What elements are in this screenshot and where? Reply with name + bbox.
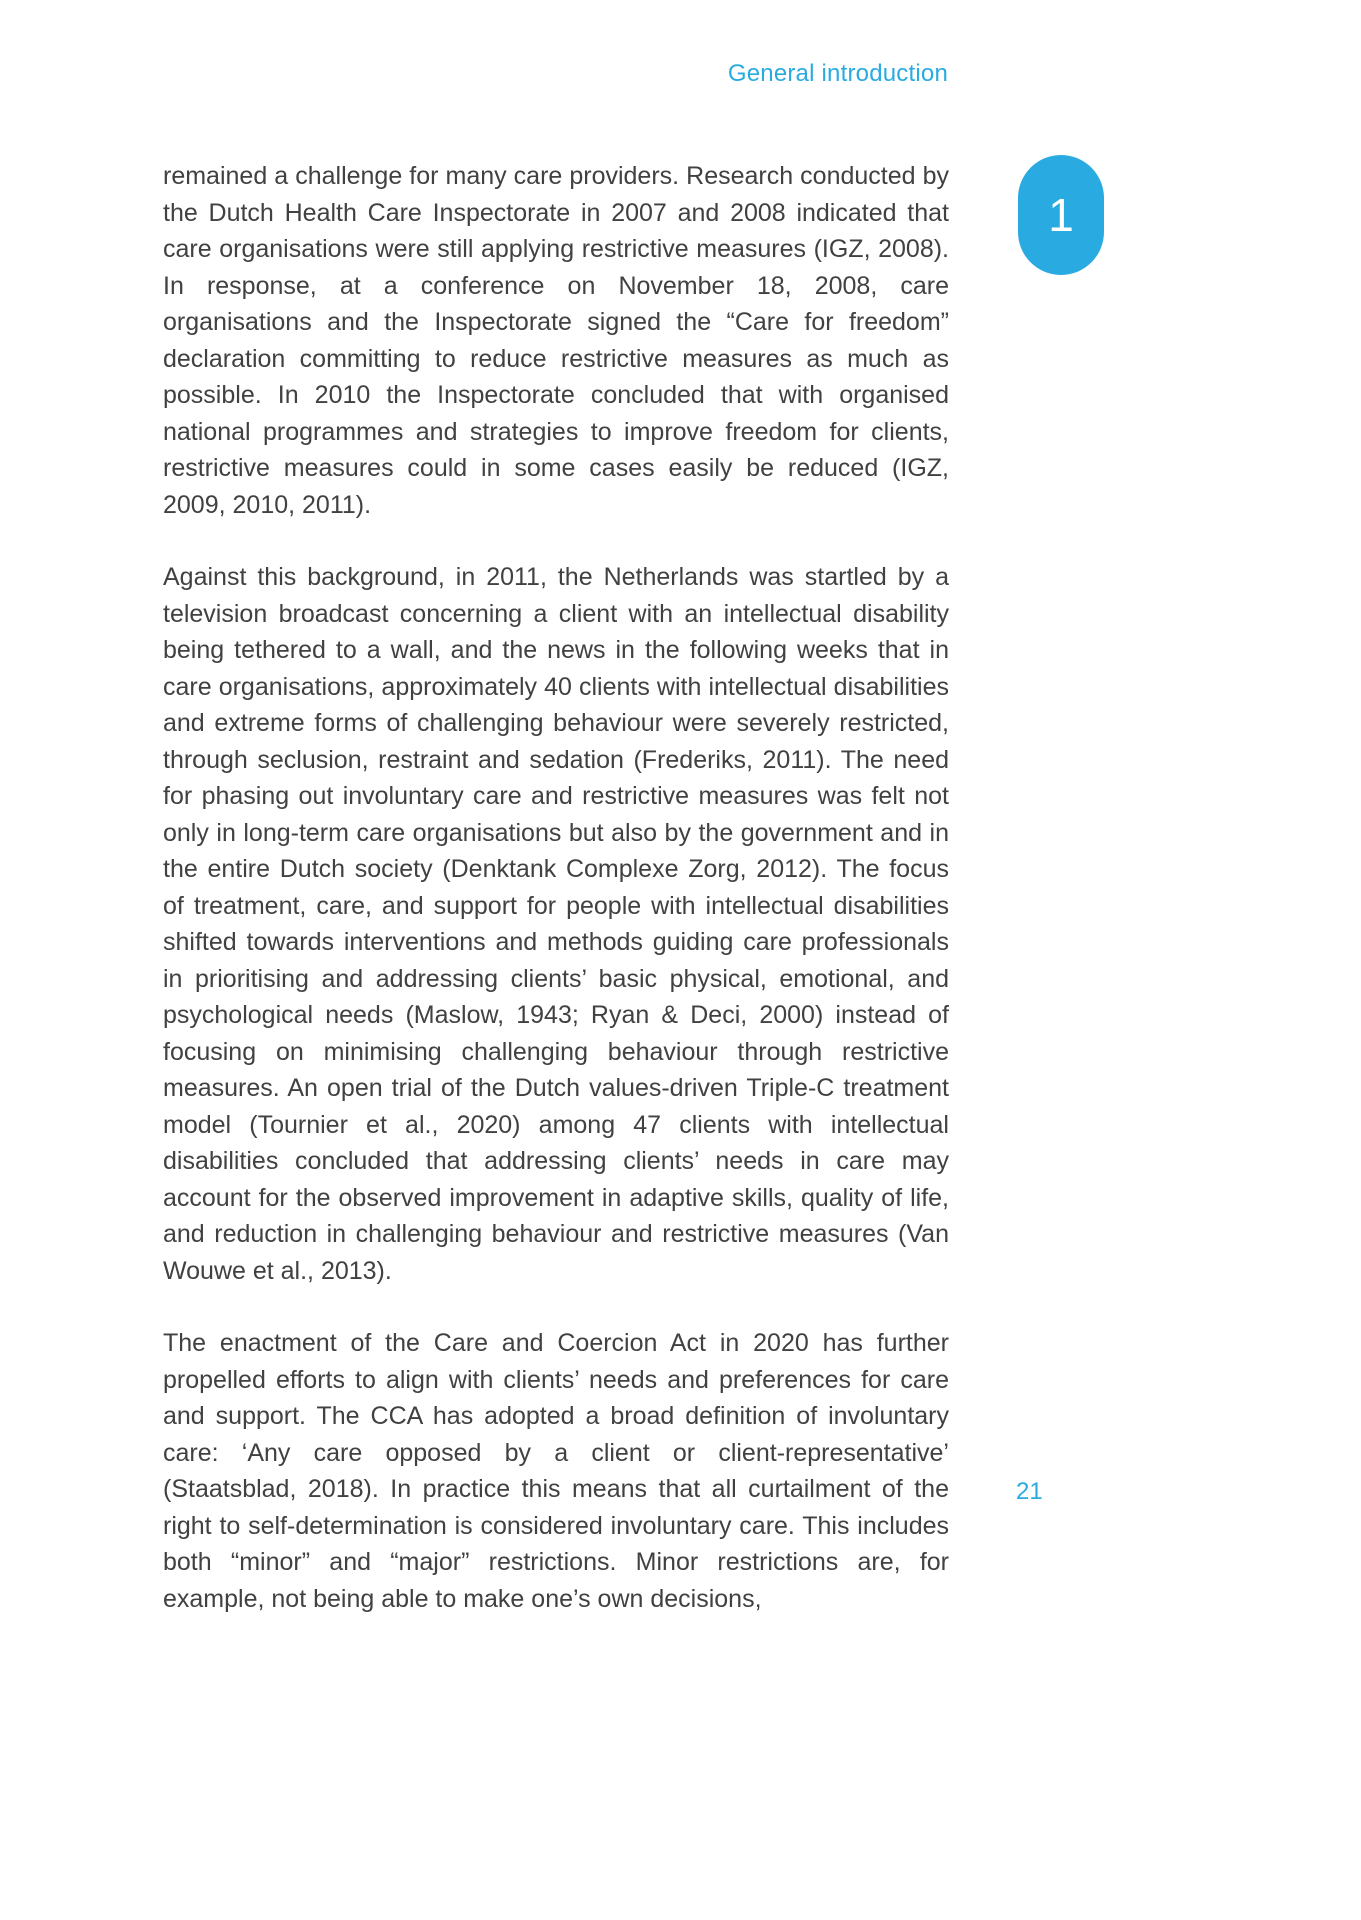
chapter-number: 1 — [1048, 189, 1074, 241]
chapter-tab — [1018, 155, 1104, 275]
paragraph-1: remained a challenge for many care providers. Research conducted by the Dutch Health Care Inspectorate in 2007 and 2008 indicated that care organisations were still applying restrictive measures (IGZ, 2008). In response, at a conference on November 18, 2008, care organisations and the Inspectorate signed the “Care for freedom” declaration committing to reduce restrictive measures as much as possible. In 2010 the Inspectorate concluded that with organised national programmes and strategies to improve freedom for clients, restrictive measures could in some cases easily be reduced (IGZ, 2009, 2010, 2011). — [163, 162, 949, 519]
paragraph-3: The enactment of the Care and Coercion Act in 2020 has further propelled efforts to align with clients’ needs and preferences for care and support. The CCA has adopted a broad definition of involuntary care: ‘Any care opposed by a client or client-representative’ (Staatsblad, 2018). In practice this means that all curtailment of the right to self-determination is considered involuntary care. This includes both “minor” and “major” restrictions. Minor restrictions are, for example, not being able to make one’s own decisions, — [163, 1329, 949, 1613]
page-number: 21 — [1016, 1478, 1043, 1505]
paragraph-2: Against this background, in 2011, the Netherlands was startled by a television broadcast concerning a client with an intellectual disability being tethered to a wall, and the news in the following weeks that in care organisations, approximately 40 clients with intellectual disabilities and extreme forms of challenging behaviour were severely restricted, through seclusion, restraint and sedation (Frederiks, 2011). The need for phasing out involuntary care and restrictive measures was felt not only in long-term care organisations but also by the government and in the entire Dutch society (Denktank Complexe Zorg, 2012). The focus of treatment, care, and support for people with intellectual disabilities shifted towards interventions and methods guiding care professionals in prioritising and addressing clients’ basic physical, emotional, and psychological needs (Maslow, 1943; Ryan & Deci, 2000) instead of focusing on minimising challenging behaviour through restrictive measures. An open trial of the Dutch values-driven Triple-C treatment model (Tournier et al., 2020) among 47 clients with intellectual disabilities concluded that addressing clients’ needs in care may account for the observed improvement in adaptive skills, quality of life, and reduction in challenging behaviour and restrictive measures (Van Wouwe et al., 2013). — [163, 563, 949, 1285]
running-header: General introduction — [727, 60, 948, 87]
body-text — [163, 158, 949, 1617]
